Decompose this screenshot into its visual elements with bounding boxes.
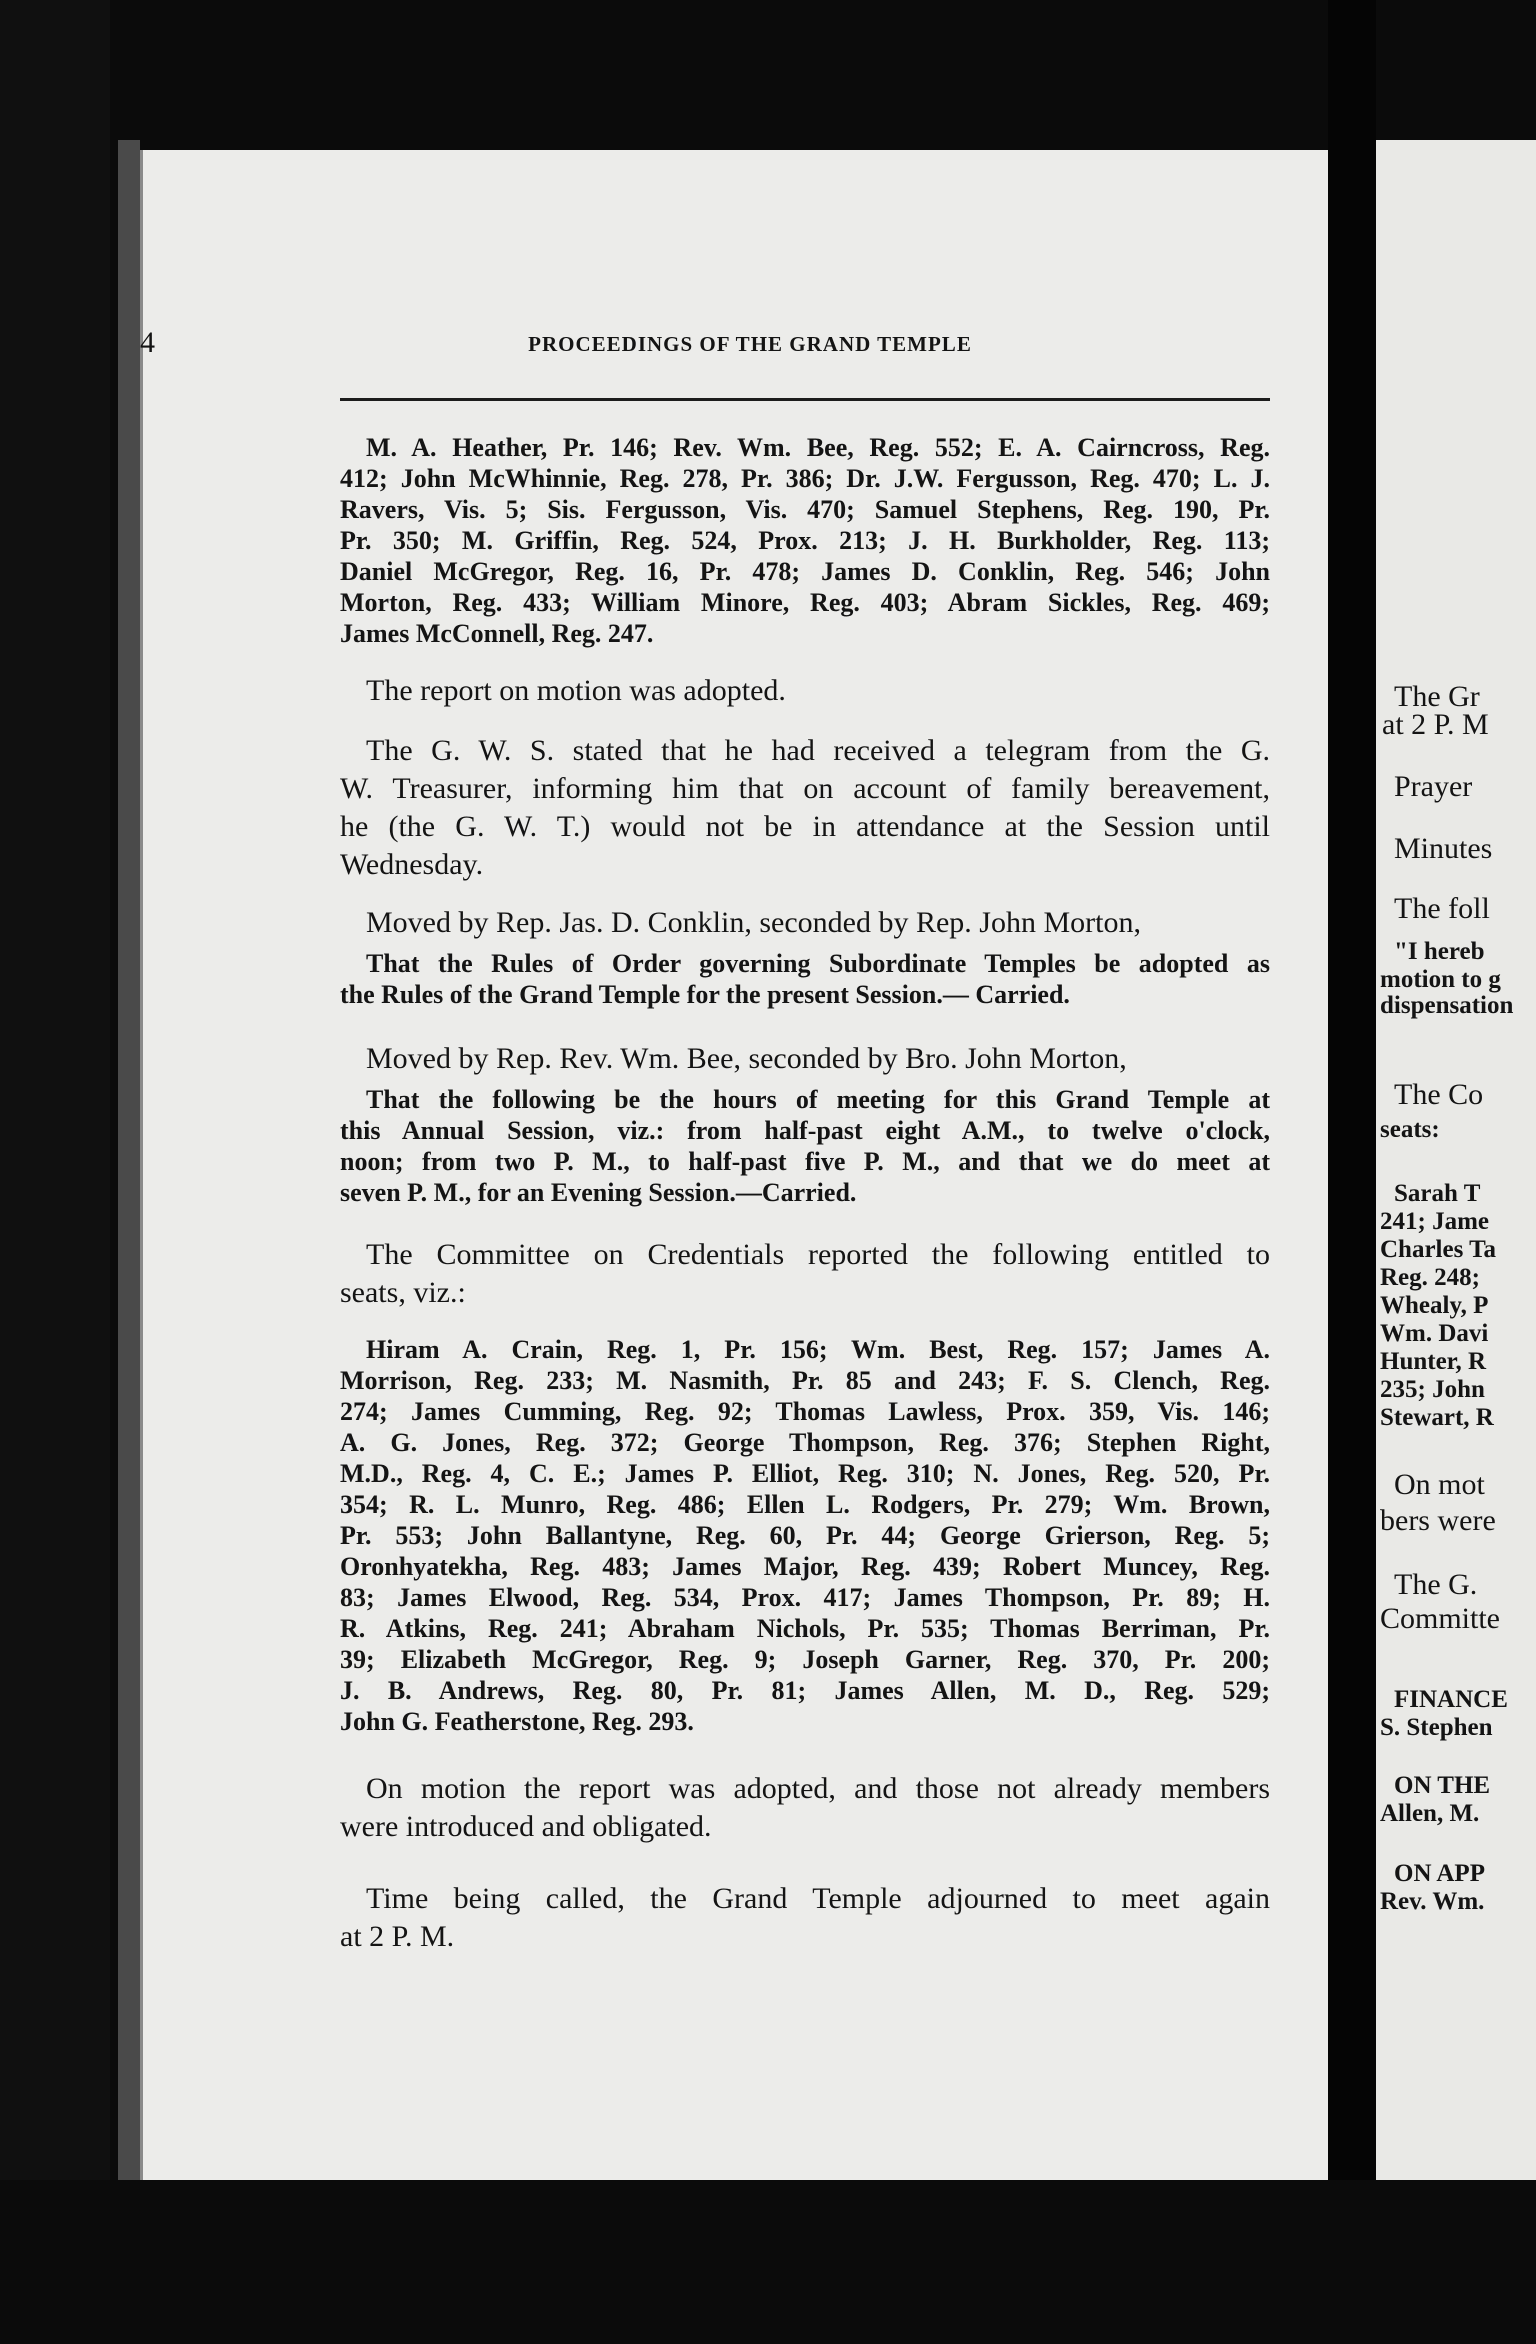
facing-line: at 2 P. M	[1382, 708, 1489, 741]
facing-line: Sarah T	[1394, 1180, 1481, 1207]
text-line: 39; Elizabeth McGregor, Reg. 9; Joseph Garner, Reg. 370, Pr. 200;	[340, 1645, 1270, 1674]
text-line: noon; from two P. M., to half-past five P. M., and that we do meet at	[340, 1147, 1270, 1176]
text-line: Ravers, Vis. 5; Sis. Fergusson, Vis. 470; Samuel Stephens, Reg. 190, Pr.	[340, 495, 1270, 524]
text-line: Oronhyatekha, Reg. 483; James Major, Reg. 439; Robert Muncey, Reg.	[340, 1552, 1270, 1581]
text-line: Morton, Reg. 433; William Minore, Reg. 403; Abram Sickles, Reg. 469;	[340, 588, 1270, 617]
facing-line: Allen, M.	[1380, 1800, 1480, 1827]
text-line: M.D., Reg. 4, C. E.; James P. Elliot, Reg. 310; N. Jones, Reg. 520, Pr.	[340, 1459, 1270, 1488]
facing-line: Rev. Wm.	[1380, 1888, 1485, 1915]
text-line: J. B. Andrews, Reg. 80, Pr. 81; James Allen, M. D., Reg. 529;	[340, 1676, 1270, 1705]
text-line: A. G. Jones, Reg. 372; George Thompson, Reg. 376; Stephen Right,	[340, 1428, 1270, 1457]
facing-line: Charles Ta	[1380, 1236, 1497, 1263]
book-edge	[118, 140, 140, 2180]
facing-line: S. Stephen	[1380, 1714, 1493, 1741]
facing-line: 241; Jame	[1380, 1208, 1489, 1235]
text-line: 83; James Elwood, Reg. 534, Prox. 417; James Thompson, Pr. 89; H.	[340, 1583, 1270, 1612]
facing-line: "I hereb	[1394, 938, 1485, 965]
running-head: PROCEEDINGS OF THE GRAND TEMPLE	[528, 332, 972, 356]
text-line: the Rules of the Grand Temple for the present Session.— Carried.	[340, 980, 1070, 1009]
text-line: R. Atkins, Reg. 241; Abraham Nichols, Pr. 535; Thomas Berriman, Pr.	[340, 1614, 1270, 1643]
facing-line: The Co	[1394, 1078, 1484, 1111]
credentials-intro	[340, 1236, 1270, 1312]
facing-line: Whealy, P	[1380, 1292, 1489, 1319]
text-line: were introduced and obligated.	[340, 1810, 712, 1843]
text-line: The G. W. S. stated that he had received a telegram from the G.	[366, 734, 1270, 767]
telegram-paragraph	[340, 732, 1270, 884]
facing-page-text	[1376, 140, 1536, 2210]
adjourned-paragraph	[340, 1880, 1270, 1956]
facing-line: motion to g	[1380, 966, 1501, 993]
text-line: M. A. Heather, Pr. 146; Rev. Wm. Bee, Reg. 552; E. A. Cairncross, Reg.	[366, 433, 1270, 462]
facing-line: Hunter, R	[1380, 1348, 1487, 1375]
text-line: Daniel McGregor, Reg. 16, Pr. 478; James D. Conklin, Reg. 546; John	[340, 557, 1270, 586]
facing-line: Prayer	[1394, 770, 1473, 803]
text-line: 274; James Cumming, Reg. 92; Thomas Lawless, Prox. 359, Vis. 146;	[340, 1397, 1270, 1426]
text-line: The Committee on Credentials reported the following entitled to	[366, 1238, 1270, 1271]
text-line: Pr. 553; John Ballantyne, Reg. 60, Pr. 44; George Grierson, Reg. 5;	[340, 1521, 1270, 1550]
text-line: John G. Featherstone, Reg. 293.	[340, 1707, 694, 1736]
facing-line: Minutes	[1394, 832, 1493, 865]
scan-border-bottom	[0, 2180, 1536, 2344]
text-line: at 2 P. M.	[340, 1920, 455, 1953]
facing-line: ON APP	[1394, 1860, 1485, 1887]
page-number: 4	[140, 326, 155, 359]
facing-line: The G.	[1394, 1568, 1478, 1601]
text-line: this Annual Session, viz.: from half-past eight A.M., to twelve o'clock,	[340, 1116, 1270, 1145]
text-line: 412; John McWhinnie, Reg. 278, Pr. 386; Dr. J.W. Fergusson, Reg. 470; L. J.	[340, 464, 1270, 493]
motion-2	[340, 1040, 1270, 1208]
text-line: That the following be the hours of meeting for this Grand Temple at	[366, 1085, 1270, 1114]
motion-heading: Moved by Rep. Rev. Wm. Bee, seconded by Bro. John Morton,	[366, 1042, 1127, 1075]
motion-heading: Moved by Rep. Jas. D. Conklin, seconded by Rep. John Morton,	[366, 906, 1141, 939]
credentials-list	[340, 1334, 1270, 1737]
text-line: seats, viz.:	[340, 1276, 466, 1309]
facing-line: On mot	[1394, 1468, 1485, 1501]
text-line: seven P. M., for an Evening Session.—Carried.	[340, 1178, 857, 1207]
facing-line: Stewart, R	[1380, 1404, 1494, 1431]
facing-line: ON THE	[1394, 1772, 1491, 1799]
facing-line: 235; John	[1380, 1376, 1485, 1403]
scan-border-left	[0, 0, 110, 2344]
attendees-continued	[340, 432, 1270, 649]
text-line: Wednesday.	[340, 848, 484, 881]
obligated-paragraph	[340, 1770, 1270, 1846]
book-gutter	[1328, 0, 1376, 2344]
text-line: Pr. 350; M. Griffin, Reg. 524, Prox. 213; J. H. Burkholder, Reg. 113;	[340, 526, 1270, 555]
facing-line: seats:	[1380, 1116, 1440, 1143]
facing-line: bers were	[1380, 1504, 1496, 1537]
report-adopted	[340, 672, 1270, 710]
facing-line: Wm. Davi	[1380, 1320, 1489, 1347]
text-line: Morrison, Reg. 233; M. Nasmith, Pr. 85 and 243; F. S. Clench, Reg.	[340, 1366, 1270, 1395]
text-line: James McConnell, Reg. 247.	[340, 619, 654, 648]
text-line: 354; R. L. Munro, Reg. 486; Ellen L. Rodgers, Pr. 279; Wm. Brown,	[340, 1490, 1270, 1519]
facing-line: FINANCE	[1394, 1686, 1508, 1713]
facing-line: The foll	[1394, 892, 1490, 925]
text-line: Time being called, the Grand Temple adjourned to meet again	[366, 1882, 1270, 1915]
text-line: Hiram A. Crain, Reg. 1, Pr. 156; Wm. Best, Reg. 157; James A.	[366, 1335, 1270, 1364]
motion-1	[340, 904, 1270, 1010]
text-line: On motion the report was adopted, and those not already members	[366, 1772, 1270, 1805]
text-line: The report on motion was adopted.	[366, 674, 786, 707]
text-line: he (the G. W. T.) would not be in attendance at the Session until	[340, 810, 1270, 843]
text-line: W. Treasurer, informing him that on account of family bereavement,	[340, 772, 1270, 805]
text-line: That the Rules of Order governing Subordinate Temples be adopted as	[366, 949, 1270, 978]
header-rule	[340, 398, 1270, 401]
facing-line: Committe	[1380, 1602, 1500, 1635]
facing-line: dispensation	[1380, 992, 1514, 1019]
facing-line: The Gr	[1394, 680, 1480, 713]
facing-line: Reg. 248;	[1380, 1264, 1480, 1291]
